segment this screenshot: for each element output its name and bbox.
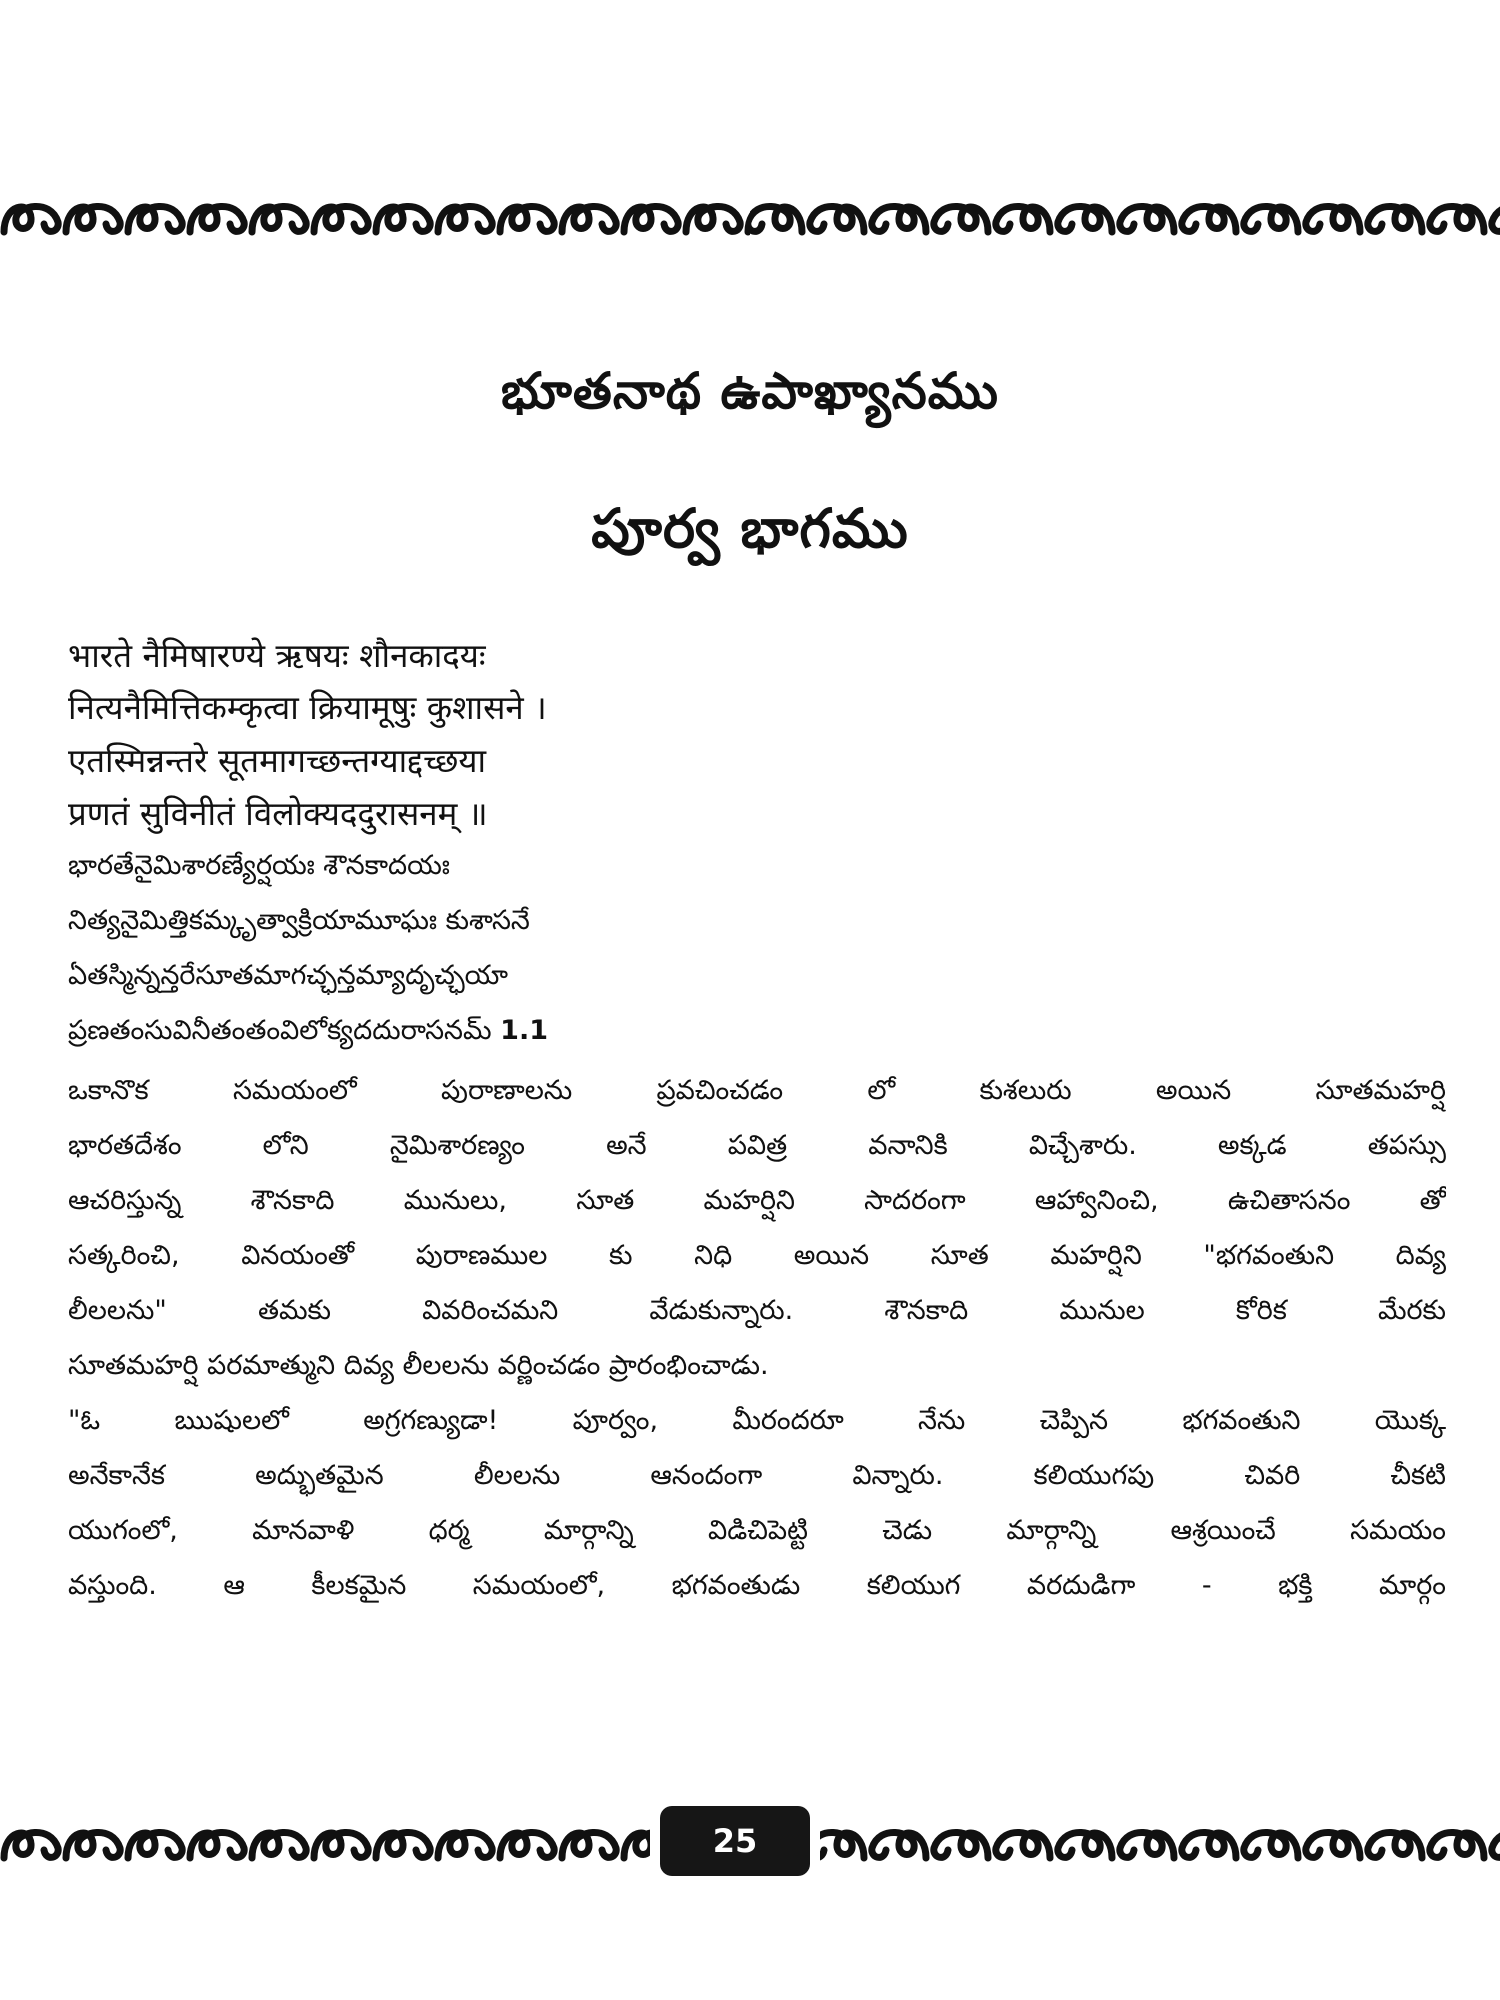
prose-line: భారతదేశం లోని నైమిశారణ్యం అనే పవిత్ర వనానికి విచ్చేశారు. అక్కడ తపస్సు xyxy=(68,1130,1446,1161)
transliteration-line: భారతేనైమిశారణ్యేర్షయః శౌనకాదయః xyxy=(68,850,450,881)
prose-line: లీలలను" తమకు వివరించమని వేడుకున్నారు. శౌనకాది మునుల కోరిక మేరకు xyxy=(68,1295,1446,1326)
sanskrit-verse-line: नित्यनैमित्तिकम्कृत्वा क्रियामूषुः कुशासने । xyxy=(68,688,547,727)
prose-line: సత్కరించి, వినయంతో పురాణముల కు నిధి అయిన సూత మహర్షిని "భగవంతుని దివ్య xyxy=(68,1240,1446,1271)
section-title: పూర్వ భాగము xyxy=(591,497,909,560)
sanskrit-verse-line: एतस्मिन्नन्तरे सूतमागच्छन्तग्याद्दच्छया xyxy=(68,741,487,780)
prose-line: అనేకానేక అద్భుతమైన లీలలను ఆనందంగా విన్నారు. కలియుగపు చివరి చీకటి xyxy=(68,1460,1446,1491)
transliteration-text: ప్రణతంసువినీతంతంవిలోక్యదదురాసనమ్ xyxy=(68,1015,492,1046)
page-number: 25 xyxy=(660,1806,810,1876)
prose-line: "ఓ ఋషులలో అగ్రగణ్యుడా! పూర్వం, మీరందరూ నేను చెప్పిన భగవంతుని యొక్క xyxy=(68,1405,1446,1436)
verse-number: 1.1 xyxy=(500,1015,548,1046)
transliteration-line xyxy=(68,1015,548,1053)
top-ornamental-border xyxy=(0,192,1500,242)
prose-line: వస్తుంది. ఆ కీలకమైన సమయంలో, భగవంతుడు కలియుగ వరదుడిగా - భక్తి మార్గం xyxy=(68,1570,1446,1601)
prose-line: ఒకానొక సమయంలో పురాణాలను ప్రవచించడం లో కుశలురు అయిన సూతమహర్షి xyxy=(68,1075,1446,1106)
chapter-title: భూతనాథ ఉపాఖ్యానము xyxy=(501,362,999,420)
prose-line: యుగంలో, మానవాళి ధర్మ మార్గాన్ని విడిచిపెట్టి చెడు మార్గాన్ని ఆశ్రయించే సమయం xyxy=(68,1515,1446,1546)
sanskrit-verse-line: भारते नैमिषारण्ये ऋषयः शौनकादयः xyxy=(68,636,486,675)
transliteration-line: ఏతస్మిన్నన్తరేసూతమాగచ్ఛన్తమ్యాదృచ్ఛయా xyxy=(68,960,509,991)
prose-line: ఆచరిస్తున్న శౌనకాది మునులు, సూత మహర్షిని సాదరంగా ఆహ్వానించి, ఉచితాసనం తో xyxy=(68,1185,1446,1216)
transliteration-line: నిత్యనైమిత్తికమ్కృత్వాక్రియామూఘః కుశాసనే xyxy=(68,905,530,936)
prose-line: సూతమహర్షి పరమాత్ముని దివ్య లీలలను వర్ణించడం ప్రారంభించాడు. xyxy=(68,1350,769,1381)
sanskrit-verse-line: प्रणतं सुविनीतं विलोक्यददुरासनम् ॥ xyxy=(68,794,488,833)
